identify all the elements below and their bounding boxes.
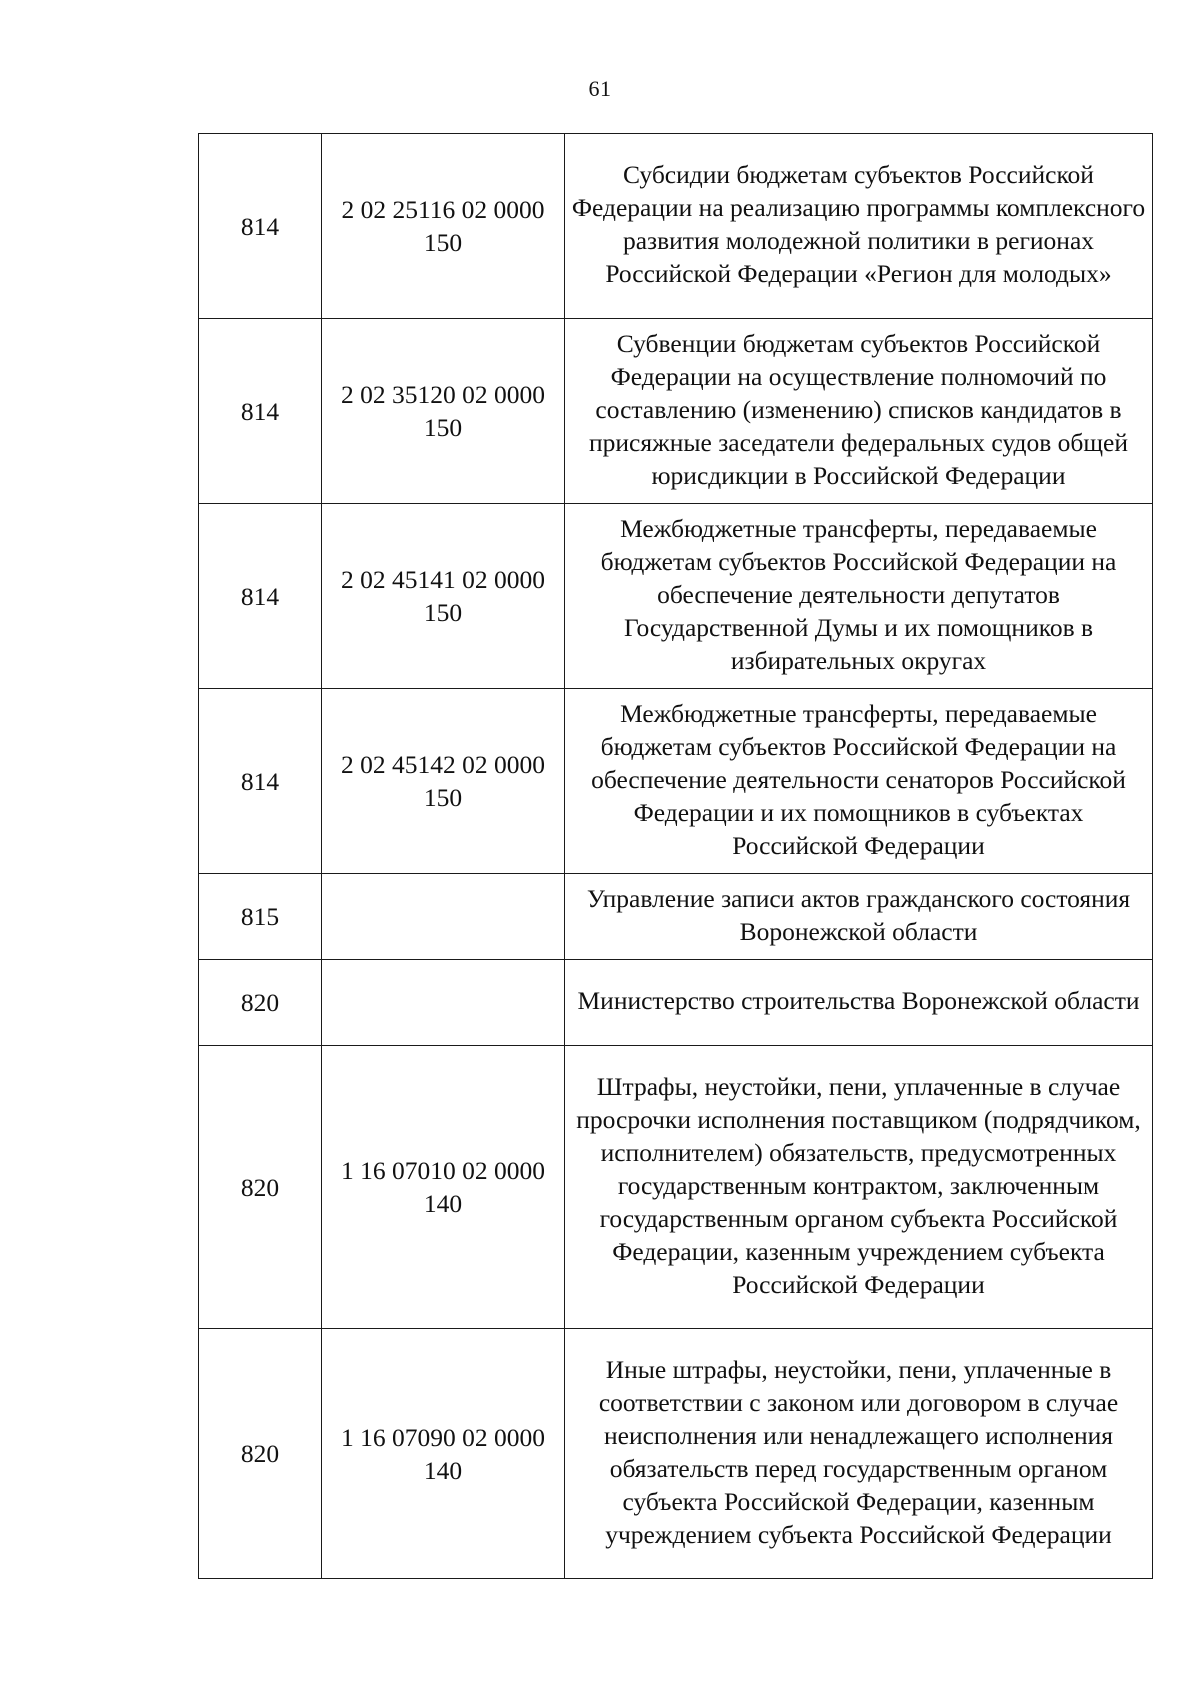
- admin-code-cell: 814: [199, 689, 322, 874]
- admin-code-cell: 814: [199, 319, 322, 504]
- revenue-codes-table: [198, 133, 1153, 1579]
- table-row: [199, 319, 1153, 504]
- description: Штрафы, неустойки, пени, уплаченные в случае просрочки исполнения поставщиком (подрядчиком, исполнителем) обязательств, предусмотренных государственным контрактом, заключенным государственным органом субъекта Российской Федерации, казенным учреждением субъекта Российской Федерации: [576, 1071, 1141, 1299]
- kbk-code-cell: [322, 960, 565, 1046]
- kbk-code-cell: [322, 134, 565, 319]
- kbk-code-cell: [322, 1046, 565, 1329]
- table-row: [199, 1046, 1153, 1329]
- description: Иные штрафы, неустойки, пени, уплаченные в соответствии с законом или договором в случае неисполнения или ненадлежащего исполнения обязательств перед государственным органом субъекта Российской Федерации, казенным учреждением субъекта Российской Федерации: [598, 1354, 1119, 1549]
- admin-code-cell: 820: [199, 1329, 322, 1579]
- kbk-code-cell: [322, 1329, 565, 1579]
- description-cell: [565, 960, 1153, 1046]
- kbk-code-cell: [322, 319, 565, 504]
- kbk-code-cell: [322, 874, 565, 960]
- table-row: [199, 1329, 1153, 1579]
- description: Субсидии бюджетам субъектов Российской Федерации на реализацию программы комплексного развития молодежной политики в регионах Российской Федерации «Регион для молодых»: [571, 160, 1146, 288]
- page-number: 61: [588, 76, 612, 101]
- description: Межбюджетные трансферты, передаваемые бюджетам субъектов Российской Федерации на обеспечение деятельности депутатов Государственной Думы и их помощников в избирательных округах: [600, 513, 1117, 675]
- description: Управление записи актов гражданского состояния Воронежской области: [586, 883, 1131, 946]
- kbk-code-cell: [322, 689, 565, 874]
- admin-code-cell: 814: [199, 504, 322, 689]
- description-cell: [565, 134, 1153, 319]
- description-cell: [565, 1046, 1153, 1329]
- admin-code-cell: 814: [199, 134, 322, 319]
- kbk-code: 2 02 35120 02 0000 150: [341, 380, 545, 442]
- table-row: [199, 874, 1153, 960]
- admin-code-cell: 820: [199, 960, 322, 1046]
- description-cell: [565, 874, 1153, 960]
- admin-code-cell: 820: [199, 1046, 322, 1329]
- table-row: [199, 689, 1153, 874]
- description-cell: [565, 319, 1153, 504]
- table-row: [199, 504, 1153, 689]
- description-cell: [565, 689, 1153, 874]
- table-row: [199, 960, 1153, 1046]
- kbk-code: 1 16 07090 02 0000 140: [341, 1422, 545, 1485]
- description-cell: [565, 1329, 1153, 1579]
- admin-code-cell: 815: [199, 874, 322, 960]
- kbk-code: 2 02 25116 02 0000 150: [341, 195, 545, 257]
- kbk-code: 2 02 45141 02 0000 150: [341, 565, 545, 627]
- kbk-code: 1 16 07010 02 0000 140: [341, 1156, 545, 1218]
- description: Субвенции бюджетам субъектов Российской Федерации на осуществление полномочий по составлению (изменению) списков кандидатов в присяжные заседатели федеральных судов общей юрисдикции в Российской Федерации: [589, 328, 1128, 490]
- table-row: [199, 134, 1153, 319]
- description-cell: [565, 504, 1153, 689]
- description: Межбюджетные трансферты, передаваемые бюджетам субъектов Российской Федерации на обеспечение деятельности сенаторов Российской Федерации и их помощников в субъектах Российской Федерации: [591, 698, 1126, 860]
- description: Министерство строительства Воронежской области: [577, 986, 1140, 1015]
- kbk-code-cell: [322, 504, 565, 689]
- kbk-code: 2 02 45142 02 0000 150: [341, 750, 545, 812]
